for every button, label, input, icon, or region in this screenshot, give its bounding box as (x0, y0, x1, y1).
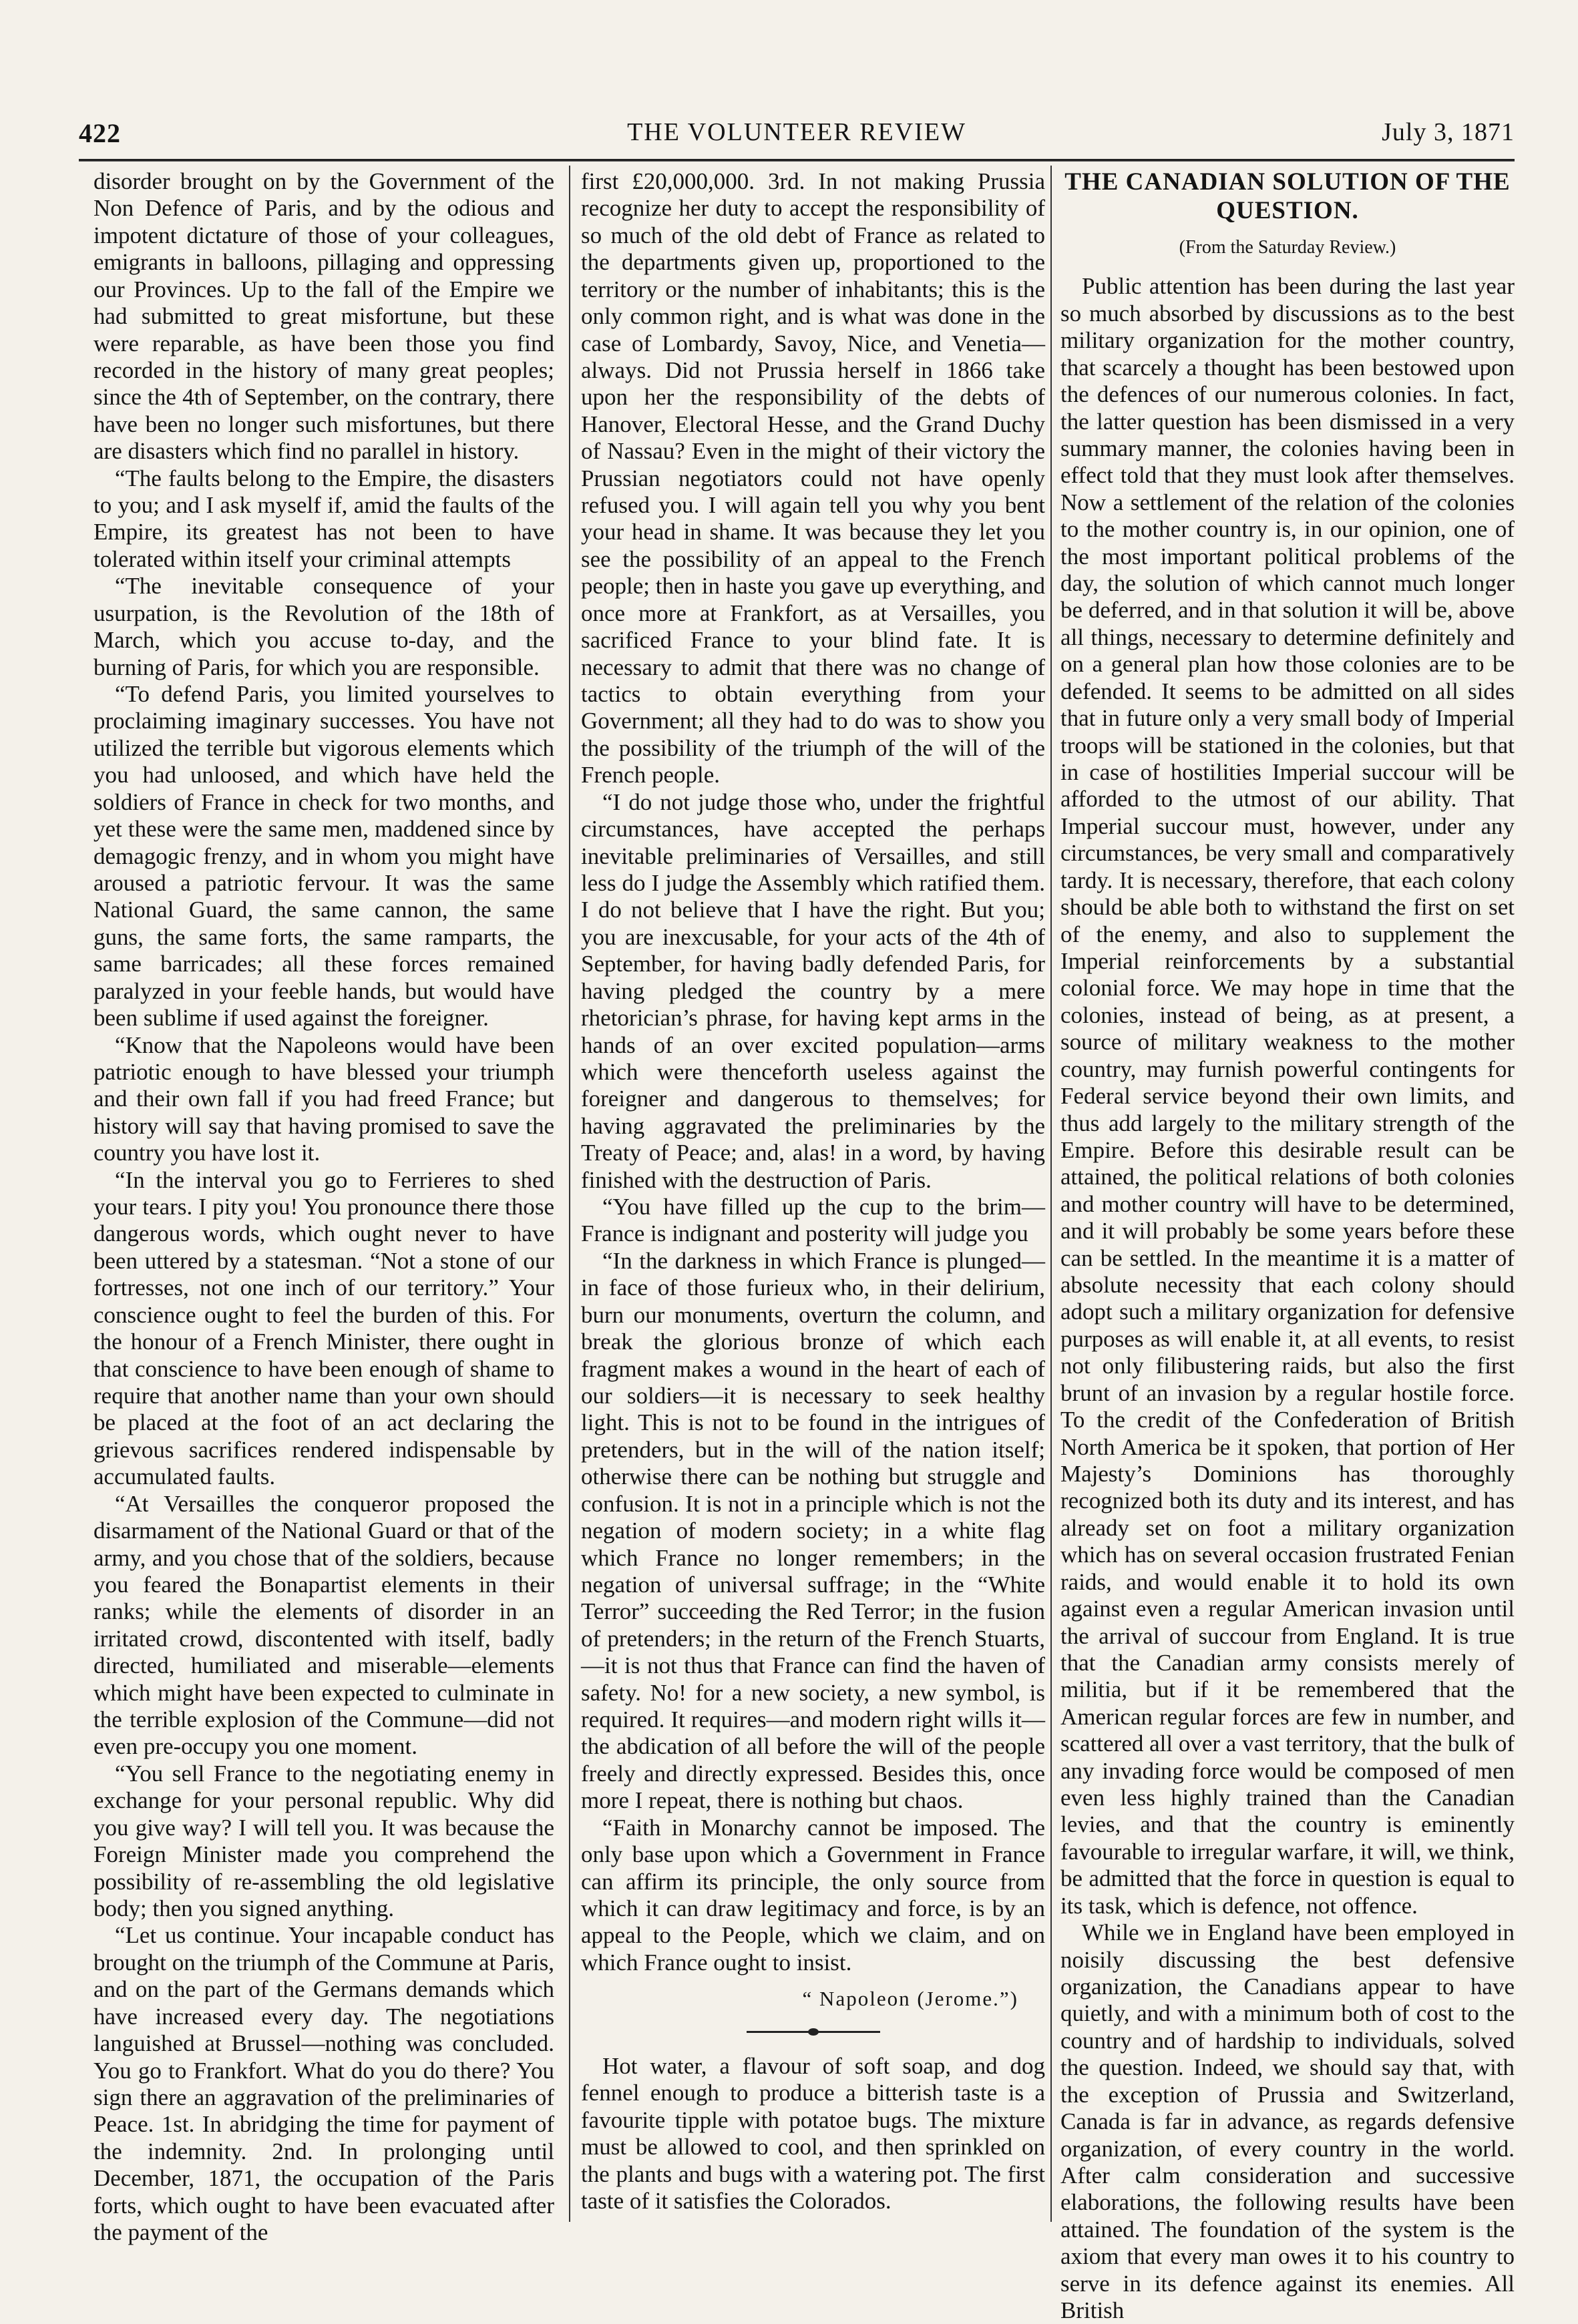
page-number: 422 (79, 118, 121, 148)
paragraph: “In the darkness in which France is plunged—in face of those furieux who, in their delirium, burn our monuments, overturn the column, and break the glorious bronze of which each fragment makes a wound in the heart of each of our soldiers—it is necessary to seek healthy light. This is not to be found in the intrigues of pretenders, but in the will of the nation itself; otherwise there can be nothing but struggle and confusion. It is not in a principle which is not the negation of modern society; in a white flag which France no longer remembers; in the negation of universal suffrage; in the “White Terror” succeeding the Red Terror; in the fusion of pretenders; in the return of the French Stuarts,—it is not thus that France can find the haven of safety. No! for a new society, a new symbol, is required. It requires—and modern right wills it—the abdication of all before the will of the people freely and directly expressed. Besides this, once more I repeat, there is nothing but chaos. (581, 1247, 1045, 1814)
issue-date: July 3, 1871 (1382, 118, 1515, 146)
paragraph: “The inevitable consequence of your usurpation, is the Revolution of the 18th of March, which you accuse to-day, and the burning of Paris, for which you are responsible. (93, 573, 554, 680)
paragraph: disorder brought on by the Government of the Non Defence of Paris, and by the odious and impotent dictature of those of your colleagues, emigrants in balloons, pillaging and oppressing our Provinces. Up to the fall of the Empire we had submitted to great misfortune, but these were reparable, as have been those you find recorded in the history of many great peoples; since the 4th of September, on the contrary, there have been no longer such misfortunes, but there are disasters which find no parallel in history. (93, 168, 554, 465)
paragraph: “You have filled up the cup to the brim—France is indignant and posterity will judge you (581, 1194, 1045, 1247)
letter-signature: “ Napoleon (Jerome.”) (802, 1987, 1018, 2011)
paragraph: “Faith in Monarchy cannot be imposed. The only base upon which a Government in France can affirm its principle, the only source from which it can draw legitimacy and force, is by an appeal to the People, which we claim, and on which France ought to insist. (581, 1814, 1045, 1976)
column-3 (1060, 168, 1515, 2324)
article-title: THE CANADIAN SOLUTION OF THE QUESTION. (1064, 168, 1511, 224)
column-2 (581, 168, 1045, 2215)
page-header (79, 113, 1515, 154)
header-rule (79, 159, 1515, 162)
paragraph: “At Versailles the conqueror proposed the disarmament of the National Guard or that of the army, and you chose that of the soldiers, because you feared the Bonapartist elements in their ranks; while the elements of disorder in an irritated crowd, discontented with itself, badly directed, humiliated and miserable—elements which might have been expected to culminate in the terrible explosion of the Commune—did not even pre-occupy you one moment. (93, 1490, 554, 1760)
paragraph: “The faults belong to the Empire, the disasters to you; and I ask myself if, amid the faults of the Empire, its greatest has not been to have tolerated within itself your criminal attempts (93, 465, 554, 572)
column-divider (1050, 166, 1052, 2222)
column-1 (93, 168, 554, 2246)
paragraph: While we in England have been employed in noisily discussing the best defensive organization, the Canadians appear to have quietly, and with a minimum both of cost to the country and of hardship to individuals, solved the question. Indeed, we should say that, with the exception of Prussia and Switzerland, Canada is far in advance, as regards defensive organization, of every country in the world. After calm consideration and successive elaborations, the following results have been attained. The foundation of the system is the axiom that every man owes it to his country to serve in its defence against its enemies. All British (1060, 1919, 1515, 2324)
section-separator (747, 2031, 880, 2033)
article-source: (From the Saturday Review.) (1179, 237, 1396, 258)
paragraph: “To defend Paris, you limited yourselves to proclaiming imaginary successes. You have not utilized the terrible but vigorous elements which you had unloosed, and which have held the soldiers of France in check for two months, and yet these were the same men, maddened since by demagogic frenzy, and in whom you might have aroused a patriotic fervour. It was the same National Guard, the same cannon, the same guns, the same forts, the same ramparts, the same barricades; all these forces remained paralyzed in your feeble hands, but would have been sublime if used against the foreigner. (93, 681, 554, 1031)
paragraph: “You sell France to the negotiating enemy in exchange for your personal republic. Why did you give way? I will tell you. It was because the Foreign Minister made you comprehend the possibility of re-assembling the old legislative body; then you signed anything. (93, 1760, 554, 1921)
paragraph: Hot water, a flavour of soft soap, and dog fennel enough to produce a bitterish taste is a favourite tipple with potatoe bugs. The mixture must be allowed to cool, and then sprinkled on the plants and bugs with a watering pot. The first taste of it satisfies the Colorados. (581, 2053, 1045, 2215)
paragraph: “Know that the Napoleons would have been patriotic enough to have blessed your triumph and their own fall if you had freed France; but history will say that having promised to save the country you have lost it. (93, 1031, 554, 1166)
paragraph: “I do not judge those who, under the frightful circumstances, have accepted the perhaps inevitable preliminaries of Versailles, and still less do I judge the Assembly which ratified them. I do not believe that I have the right. But you; you are inexcusable, for your acts of the 4th of September, for having badly defended Paris, for having pledged the country by a mere rhetorician’s phrase, for having kept arms in the hands of an over excited population—arms which were thenceforth useless against the foreigner and dangerous to themselves; for having aggravated the preliminaries by the Treaty of Peace; and, alas! in a word, by having finished with the destruction of Paris. (581, 788, 1045, 1193)
paragraph: “Let us continue. Your incapable conduct has brought on the triumph of the Commune at Paris, and on the part of the Germans demands which have increased every day. The negotiations languished at Brussel—nothing was concluded. You go to Frankfort. What do you do there? You sign there an aggravation of the preliminaries of Peace. 1st. In abridging the time for payment of the indemnity. 2nd. In prolonging until December, 1871, the occupation of the Paris forts, which ought to have been evacuated after the payment of the (93, 1922, 554, 2246)
paragraph: first £20,000,000. 3rd. In not making Prussia recognize her duty to accept the responsibility of so much of the old debt of France as related to the departments given up, proportioned to the territory or the number of inhabitants; this is the only common right, and is what was done in the case of Lombardy, Savoy, Nice, and Venetia—always. Did not Prussia herself in 1866 take upon her the responsibility of the debts of Hanover, Electoral Hesse, and the Grand Duchy of Nassau? Even in the might of their victory the Prussian negotiators could not have openly refused you. I will again tell you why you bent your head in shame. It was because they let you see the possibility of an appeal to the French people; then in haste you gave up everything, and once more at Frankfort, as at Versailles, you sacrificed France to your blind fate. It is necessary to admit that there was no change of tactics to obtain everything from your Government; all they had to do was to show you the possibility of the triumph of the will of the French people. (581, 168, 1045, 788)
publication-title: THE VOLUNTEER REVIEW (627, 118, 966, 146)
paragraph: “In the interval you go to Ferrieres to shed your tears. I pity you! You pronounce there those dangerous words, which ought never to have been uttered by a statesman. “Not a stone of our fortresses, not one inch of our territory.” Your conscience ought to feel the burden of this. For the honour of a French Minister, there ought in that conscience to have been enough of shame to require that another name than your own should be placed at the foot of an act declaring the grievous sacrifices rendered indispensable by accumulated faults. (93, 1166, 554, 1490)
paragraph: Public attention has been during the last year so much absorbed by discussions as to the best military organization for the mother country, that scarcely a thought has been bestowed upon the defences of our numerous colonies. In fact, the latter question has been dismissed in a very summary manner, the colonies having been in effect told that they must look after themselves. Now a settlement of the relation of the colonies to the mother country is, in our opinion, one of the most important political problems of the day, the solution of which cannot much longer be deferred, and in that solution it will be, above all things, necessary to determine definitely and on a general plan how those colonies are to be defended. It seems to be admitted on all sides that in future only a very small body of Imperial troops will be stationed in the colonies, but that in case of hostilities Imperial succour will be afforded to the utmost of our ability. That Imperial succour must, however, under any circumstances, be very small and comparatively tardy. It is necessary, therefore, that each colony should be able both to withstand the first on set of the enemy, and also to supplement the Imperial reinforcements by a substantial colonial force. We may hope in time that the colonies, instead of being, as at present, a source of military weakness to the mother country, may furnish powerful contingents for Federal service beyond their own limits, and thus add largely to the military strength of the Empire. Before this desirable result can be attained, the political relations of both colonies and mother country will have to be determined, and it will probably be some years before these can be settled. In the meantime it is a matter of absolute necessity that each colony should adopt such a military organization for defensive purposes as will enable it, at all events, to resist not only filibustering raids, but also the first brunt of an invasion by a regular hostile force. To the credit of the Confederation of British North America be it spoken, that portion of Her Majesty’s Dominions has thoroughly recognized both its duty and its interest, and has already set on foot a military organization which has on several occasion frustrated Fenian raids, and would enable it to hold its own against even a regular American invasion until the arrival of succour from England. It is true that the Canadian army consists merely of militia, but if it be remembered that the American regular forces are few in number, and scattered all over a vast territory, that the bulk of any invading force would be composed of men even less highly trained than the Canadian levies, and that the country is eminently favourable to irregular warfare, it will, we think, be admitted that the force in question is equal to its task, which is defence, not offence. (1060, 273, 1515, 1919)
column-divider (569, 166, 570, 2222)
